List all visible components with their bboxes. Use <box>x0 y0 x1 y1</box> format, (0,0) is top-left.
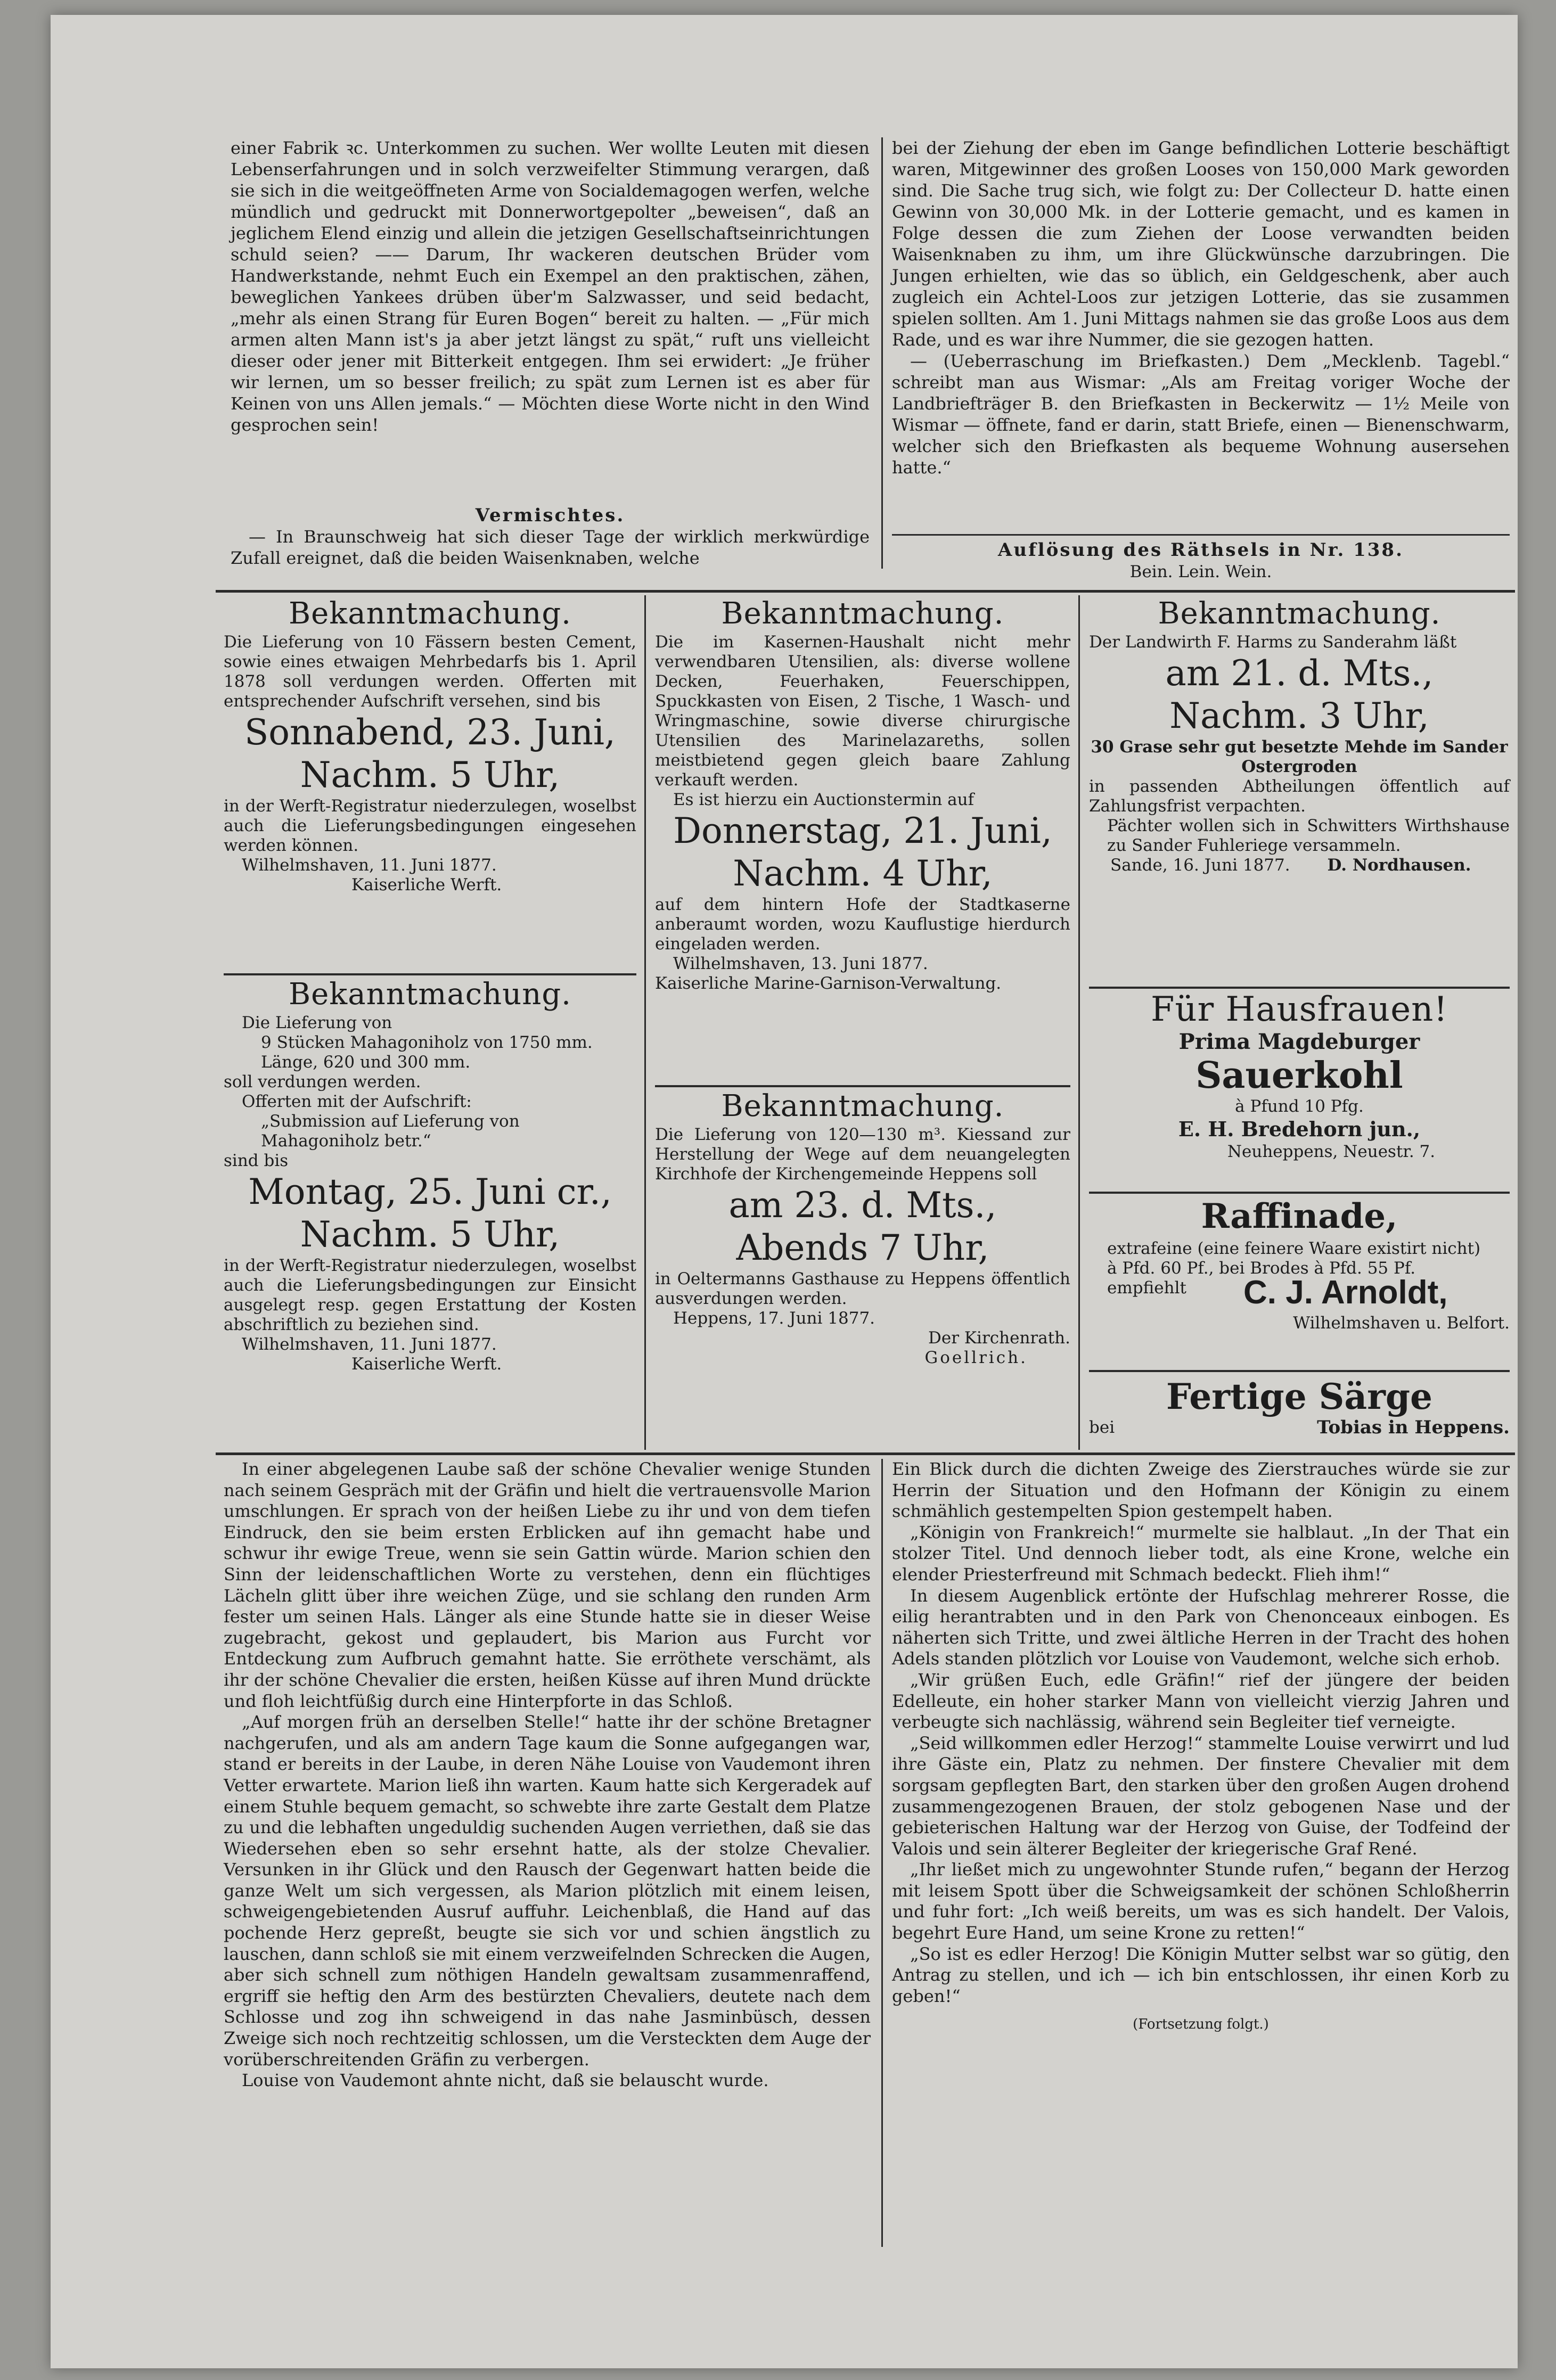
advert-line: à Pfd. 60 Pf., bei Brodes à Pfd. 55 Pf. <box>1107 1259 1416 1278</box>
advert-subheading: Prima Magdeburger <box>1178 1029 1420 1054</box>
announcement-body: Die Lieferung von 10 Fässern besten Cement, sowie eines etwaigen Mehrbedarfs bis 1. April 1878 soll verdungen werden. Offerten mit entsprechender Aufschrift versehen, sind bis <box>224 633 636 711</box>
advert-address: Neuheppens, Neuestr. 7. <box>1227 1142 1436 1161</box>
riddle-answer: Bein. Lein. Wein. <box>1129 562 1272 581</box>
paragraph: Louise von Vaudemont ahnte nicht, daß sie belauscht wurde. <box>242 2070 769 2091</box>
advert-line: extrafeine (eine feinere Waare existirt nicht) <box>1107 1239 1481 1258</box>
paragraph: — In Braunschweig hat sich dieser Tage der wirklich merkwürdige Zufall ereignet, daß die beiden Waisenknaben, welche <box>231 527 870 568</box>
announcement-line: soll verdungen werden. <box>224 1072 421 1091</box>
advert-heading: Für Hausfrauen! <box>1150 990 1448 1029</box>
announcement-signature: Der Kirchenrath. <box>928 1328 1070 1348</box>
announcement-line: Es ist hierzu ein Auctionstermin auf <box>673 790 974 809</box>
paragraph: „So ist es edler Herzog! Die Königin Mutter selbst war so gütig, den Antrag zu stellen, und ich — ich bin entschlossen, ihr einen Korb zu geben!“ <box>892 1943 1510 2006</box>
top-right-column <box>892 137 1510 478</box>
paragraph: bei der Ziehung der eben im Gange befindlichen Lotterie beschäftigt waren, Mitgewinner des großen Looses von 150,000 Mark geworden sind. Die Sache trug sich, wie folgt zu: Der Collecteur D. hatte einen Gewinn von 30,000 Mk. in der Lotterie gemacht, und es kamen in Folge dessen die zum Ziehen der Loose verwandten beiden Waisenknaben zu ihm, um ihre Glückwünsche darzubringen. Die Jungen erhielten, wie das so üblich, ein Geldgeschenk, aber auch zugleich ein Achtel-Loos zur jetzigen Lotterie, das sie zusammen spielen sollten. Am 1. Juni Mittags nahmen sie das große Loos aus dem Rade, und es war ihre Nummer, die sie gezogen hatten. <box>892 138 1510 350</box>
paragraph: — (Ueberraschung im Briefkasten.) Dem „Mecklenb. Tagebl.“ schreibt man aus Wismar: „Als am Freitag voriger Woche der Landbriefträger B. den Briefkasten in Beckerwitz — 1½ Meile von Wismar — öffnete, fand er darin, statt Briefe, einen — Bienenschwarm, welcher sich den Briefkasten als bequeme Wohnung ausersehen hatte.“ <box>892 351 1510 478</box>
announcement-cement <box>224 595 636 895</box>
advert-seller-row <box>1089 1274 1510 1314</box>
ads-bottom-rule <box>216 1452 1515 1455</box>
paragraph: „Königin von Frankreich!“ murmelte sie halblaut. „In der That ein stolzer Titel. Und dennoch lieber todt, als eine Krone, welche ein elender Priesterfreund mit Schmach bedeckt. Flieh ihm!“ <box>892 1522 1510 1585</box>
advert-seller: E. H. Bredehorn jun., <box>1178 1117 1421 1141</box>
rule <box>224 973 636 975</box>
advert-line: bei <box>1089 1418 1115 1437</box>
announcement-time: Abends 7 Uhr, <box>736 1227 989 1268</box>
advert-heading: Fertige Särge <box>1166 1376 1433 1417</box>
announcement-time: Nachm. 5 Uhr, <box>300 1214 560 1255</box>
advert-address: Wilhelmshaven u. Belfort. <box>1293 1314 1510 1333</box>
announcement-auction <box>655 595 1070 994</box>
announcement-heading: Bekanntmachung. <box>721 596 1004 631</box>
announcement-body: Pächter wollen sich in Schwitters Wirthshause zu Sander Fuhleriege versammeln. <box>1107 816 1510 855</box>
ads-divider-1 <box>644 595 646 1450</box>
ads-divider-2 <box>1078 595 1080 1450</box>
vermischtes-section <box>231 505 870 569</box>
announcement-time: Nachm. 5 Uhr, <box>300 754 560 795</box>
announcement-lease <box>1089 595 1510 875</box>
announcement-body: auf dem hintern Hofe der Stadtkaserne anberaumt worden, wozu Kauflustige hierdurch eingeladen werden. <box>655 895 1070 954</box>
announcement-signature: Kaiserliche Werft. <box>351 1355 502 1374</box>
vermischtes-title: Vermischtes. <box>475 505 625 526</box>
rule <box>1089 987 1510 989</box>
advert-line: empfiehlt <box>1107 1278 1186 1298</box>
announcement-line: Die Lieferung von <box>242 1013 392 1032</box>
rule <box>655 1085 1070 1087</box>
announcement-date: Montag, 25. Juni cr., <box>248 1171 612 1212</box>
announcement-body: Die im Kasernen-Haushalt nicht mehr verwendbaren Utensilien, als: diverse wollene Decken, Feuerhaken, Feuerschippen, Spuckkasten von Eisen, 2 Tische, 1 Wasch- und Wringmaschine, sowie diverse chirurgische Utensilien des Marinelazareths, sollen meistbietend gegen gleich baare Zahlung verkauft werden. <box>655 633 1070 790</box>
announcement-heading: Bekanntmachung. <box>721 1089 1004 1123</box>
story-right-column <box>892 1459 1510 2036</box>
announcement-line: sind bis <box>224 1151 289 1170</box>
advert-price: à Pfund 10 Pfg. <box>1235 1097 1364 1116</box>
advert-seller: C. J. Arnoldt, <box>1243 1274 1448 1311</box>
advert-product: Sauerkohl <box>1195 1054 1403 1097</box>
announcement-body: in der Werft-Registratur niederzulegen, woselbst auch die Lieferungsbedingungen zur Einsicht ausgelegt resp. gegen Erstattung der Kosten abschriftlich zu beziehen sind. <box>224 1256 636 1334</box>
newspaper-page <box>51 15 1518 2368</box>
story-left-column <box>224 1459 871 2091</box>
announcement-signature: Goellrich. <box>924 1348 1028 1367</box>
announcement-signature: Kaiserliche Marine-Garnison-Verwaltung. <box>655 974 1002 993</box>
announcement-date: am 23. d. Mts., <box>728 1185 997 1226</box>
rule <box>1089 1192 1510 1194</box>
riddle-solution <box>892 539 1510 582</box>
announcement-heading: Bekanntmachung. <box>1158 596 1441 631</box>
announcement-line: 9 Stücken Mahagoniholz von 1750 mm. Länge, 620 und 300 mm. <box>261 1033 593 1072</box>
rule <box>892 534 1510 536</box>
announcement-signature: Kaiserliche Werft. <box>351 875 502 894</box>
announcement-place: Wilhelmshaven, 13. Juni 1877. <box>673 954 928 973</box>
announcement-time: Nachm. 3 Uhr, <box>1169 695 1429 736</box>
signature-text: D. Nordhausen. <box>1327 856 1471 875</box>
announcement-heading: Bekanntmachung. <box>289 596 571 631</box>
announcement-body: in passenden Abtheilungen öffentlich auf Zahlungsfrist verpachten. <box>1089 777 1510 816</box>
announcement-place <box>1089 856 1510 875</box>
ads-top-rule <box>216 590 1515 593</box>
riddle-title: Auflösung des Räthsels in Nr. 138. <box>998 539 1404 561</box>
announcement-body: in Oeltermanns Gasthause zu Heppens öffentlich ausverdungen werden. <box>655 1269 1070 1308</box>
announcement-time: Nachm. 4 Uhr, <box>733 853 993 894</box>
paragraph: Ein Blick durch die dichten Zweige des Zierstrauches würde sie zur Herrin der Situation und den Hofmann der Königin zu einem schmählich gestempelten Spion gestempelt haben. <box>892 1459 1510 1522</box>
announcement-date: am 21. d. Mts., <box>1165 653 1434 694</box>
paragraph: einer Fabrik ꝛc. Unterkommen zu suchen. Wer wollte Leuten mit diesen Lebenserfahrungen und in solch verzweifelter Stimmung verargen, daß sie sich in die weitgeöffneten Arme von Socialdemagogen werfen, welche mündlich und gedruckt mit Donnerwortgepolter „beweisen“, daß an jeglichem Elend einzig und allein die jetzigen Gesellschaftseinrichtungen schuld seien? —— Darum, Ihr wackeren deutschen Brüder vom Handwerkstande, nehmt Euch ein Exempel an den praktischen, zähen, beweglichen Yankees drüben über'm Salzwasser, und seid bedacht, „mehr als einen Strang für Euren Bogen“ bereit zu halten. — „Für mich armen alten Mann ist's ja aber jetzt längst zu spät,“ ruft uns vielleicht dieser oder jener mit Bitterkeit entgegen. Ihm sei erwidert: „Je früher wir lernen, um so besser freilich; zu spät zum Lernen ist es aber für Keinen von uns Allen jemals.“ — Möchten diese Worte nicht in den Wind gesprochen sein! <box>231 138 870 435</box>
advert-coffins <box>1089 1375 1510 1442</box>
paragraph: „Auf morgen früh an derselben Stelle!“ hatte ihr der schöne Bretagner nachgerufen, und als am andern Tage kaum die Sonne aufgegangen war, stand er bereits in der Laube, in deren Nähe Louise von Vaudemont ihren Vetter erwartete. Marion ließ ihn warten. Kaum hatte sich Kergeradek auf einem Stuhle bequem gemacht, so schwebte ihre zarte Gestalt dem Platze zu und die lebhaften ungeduldig suchenden Augen verriethen, daß sie das Wiedersehen eben so sehr ersehnt hatte, als der stolze Chevalier. Versunken in ihr Glück und den Rausch der Gegenwart hatten beide die ganze Welt um sich vergessen, als Marion plötzlich mit einem leisen, schweigengebietenden Ausruf auffuhr. Leichenblaß, die Hand auf das pochende Herz gepreßt, beugte sie sich vor und schien ängstlich zu lauschen, dann schloß sie mit einem verzweifelnden Schrecken die Augen, aber sich schnell zum nöthigen Handeln gewaltsam zusammenraffend, ergriff sie heftig den Arm des bestürzten Chevaliers, deutete nach dem Schlosse und zog ihn schweigend in das nahe Jasminbüsch, dessen Zweige sich noch rechtzeitig schlossen, um die Versteckten dem Auge der vorüberschreitenden Gräfin zu verbergen. <box>224 1712 871 2070</box>
advert-heading: Raffinade, <box>1201 1196 1398 1236</box>
announcement-place: Wilhelmshaven, 11. Juni 1877. <box>242 1335 497 1354</box>
announcement-date: Sonnabend, 23. Juni, <box>244 712 616 753</box>
paragraph: In diesem Augenblick ertönte der Hufschlag mehrerer Rosse, die eilig herantrabten und in den Park von Chenonceaux einbogen. Es näherten sich Tritte, und zwei ältliche Herren in der Tracht des hohen Adels standen plötzlich vor Louise von Vaudemont, welche sich erhob. <box>892 1585 1510 1669</box>
advert-seller-row <box>1089 1418 1510 1442</box>
announcement-bold-line: 30 Grase sehr gut besetzte Mehde im Sander Ostergroden <box>1091 737 1508 776</box>
announcement-place: Heppens, 17. Juni 1877. <box>673 1309 875 1328</box>
advert-raffinade <box>1089 1194 1510 1333</box>
rule <box>1089 1370 1510 1372</box>
announcement-body: Der Landwirth F. Harms zu Sanderahm läßt <box>1089 633 1457 652</box>
announcement-body: in der Werft-Registratur niederzulegen, woselbst auch die Lieferungsbedingungen eingesehen werden können. <box>224 797 636 855</box>
announcement-body: Die Lieferung von 120—130 m³. Kiessand zur Herstellung der Wege auf dem neuangelegten Kirchhofe der Kirchengemeinde Heppens soll <box>655 1125 1070 1184</box>
advert-seller: Tobias in Heppens. <box>1317 1417 1510 1438</box>
announcement-heading: Bekanntmachung. <box>289 977 571 1012</box>
announcement-place: Wilhelmshaven, 11. Juni 1877. <box>242 856 497 875</box>
announcement-line: Offerten mit der Aufschrift: <box>242 1092 472 1111</box>
paragraph: „Seid willkommen edler Herzog!“ stammelte Louise verwirrt und lud ihre Gäste ein, Platz zu nehmen. Der finstere Chevalier mit dem sorgsam gepflegten Bart, den starken über den großen Augen drohend zusammengezogenen Brauen, der stolz gebogenen Nase und der gebieterischen Haltung war der Herzog von Guise, der Todfeind der Valois und sein älterer Begleiter der kriegerische Graf René. <box>892 1733 1510 1859</box>
place-text: Sande, 16. Juni 1877. <box>1110 856 1290 875</box>
story-column-divider <box>881 1459 883 2247</box>
paragraph: In einer abgelegenen Laube saß der schöne Chevalier wenige Stunden nach seinem Gespräch mit der Gräfin und hielt die vertrauensvolle Marion umschlungen. Er sprach von der heißen Liebe zu ihr und von dem tiefen Eindruck, den sie beim ersten Erblicken auf ihn gemacht habe und schwur ihr ewige Treue, wenn sie sein Gattin würde. Marion schien den Sinn der leidenschaftlichen Worte zu verstehen, denn ein flüchtiges Lächeln glitt über ihre weichen Züge, und sie schlang den runden Arm fester um seinen Hals. Länger als eine Stunde hatte sie in dieser Weise zugebracht, gekost und geplaudert, bis Marion aus Furcht vor Entdeckung zum Aufbruch gemahnt hatte. Sie erröthete verschämt, als ihr der schöne Chevalier die ersten, heißen Küsse auf ihren Mund drückte und floh leichtfüßig durch eine Hinterpforte in das Schloß. <box>224 1459 871 1711</box>
announcement-mahogany <box>224 976 636 1374</box>
announcement-date: Donnerstag, 21. Juni, <box>673 810 1052 851</box>
advert-sauerkohl <box>1089 989 1510 1162</box>
top-left-column <box>231 137 870 436</box>
continued-note: (Fortsetzung folgt.) <box>1133 2016 1269 2033</box>
paragraph: „Wir grüßen Euch, edle Gräfin!“ rief der jüngere der beiden Edelleute, ein hoher starker Mann von vielleicht vierzig Jahren und verbeugte sich nachlässig, während sein Begleiter tief verneigte. <box>892 1669 1510 1733</box>
top-column-divider <box>881 137 883 569</box>
announcement-line: „Submission auf Lieferung von Mahagoniholz betr.“ <box>261 1112 520 1151</box>
announcement-kiessand <box>655 1088 1070 1368</box>
paragraph: „Ihr ließet mich zu ungewohnter Stunde rufen,“ begann der Herzog mit leisem Spott über die Schweigsamkeit der schönen Schloßherrin und fuhr fort: „Ich weiß bereits, um was es sich handelt. Der Valois, begehrt Eure Hand, um seine Krone zu retten!“ <box>892 1859 1510 1943</box>
